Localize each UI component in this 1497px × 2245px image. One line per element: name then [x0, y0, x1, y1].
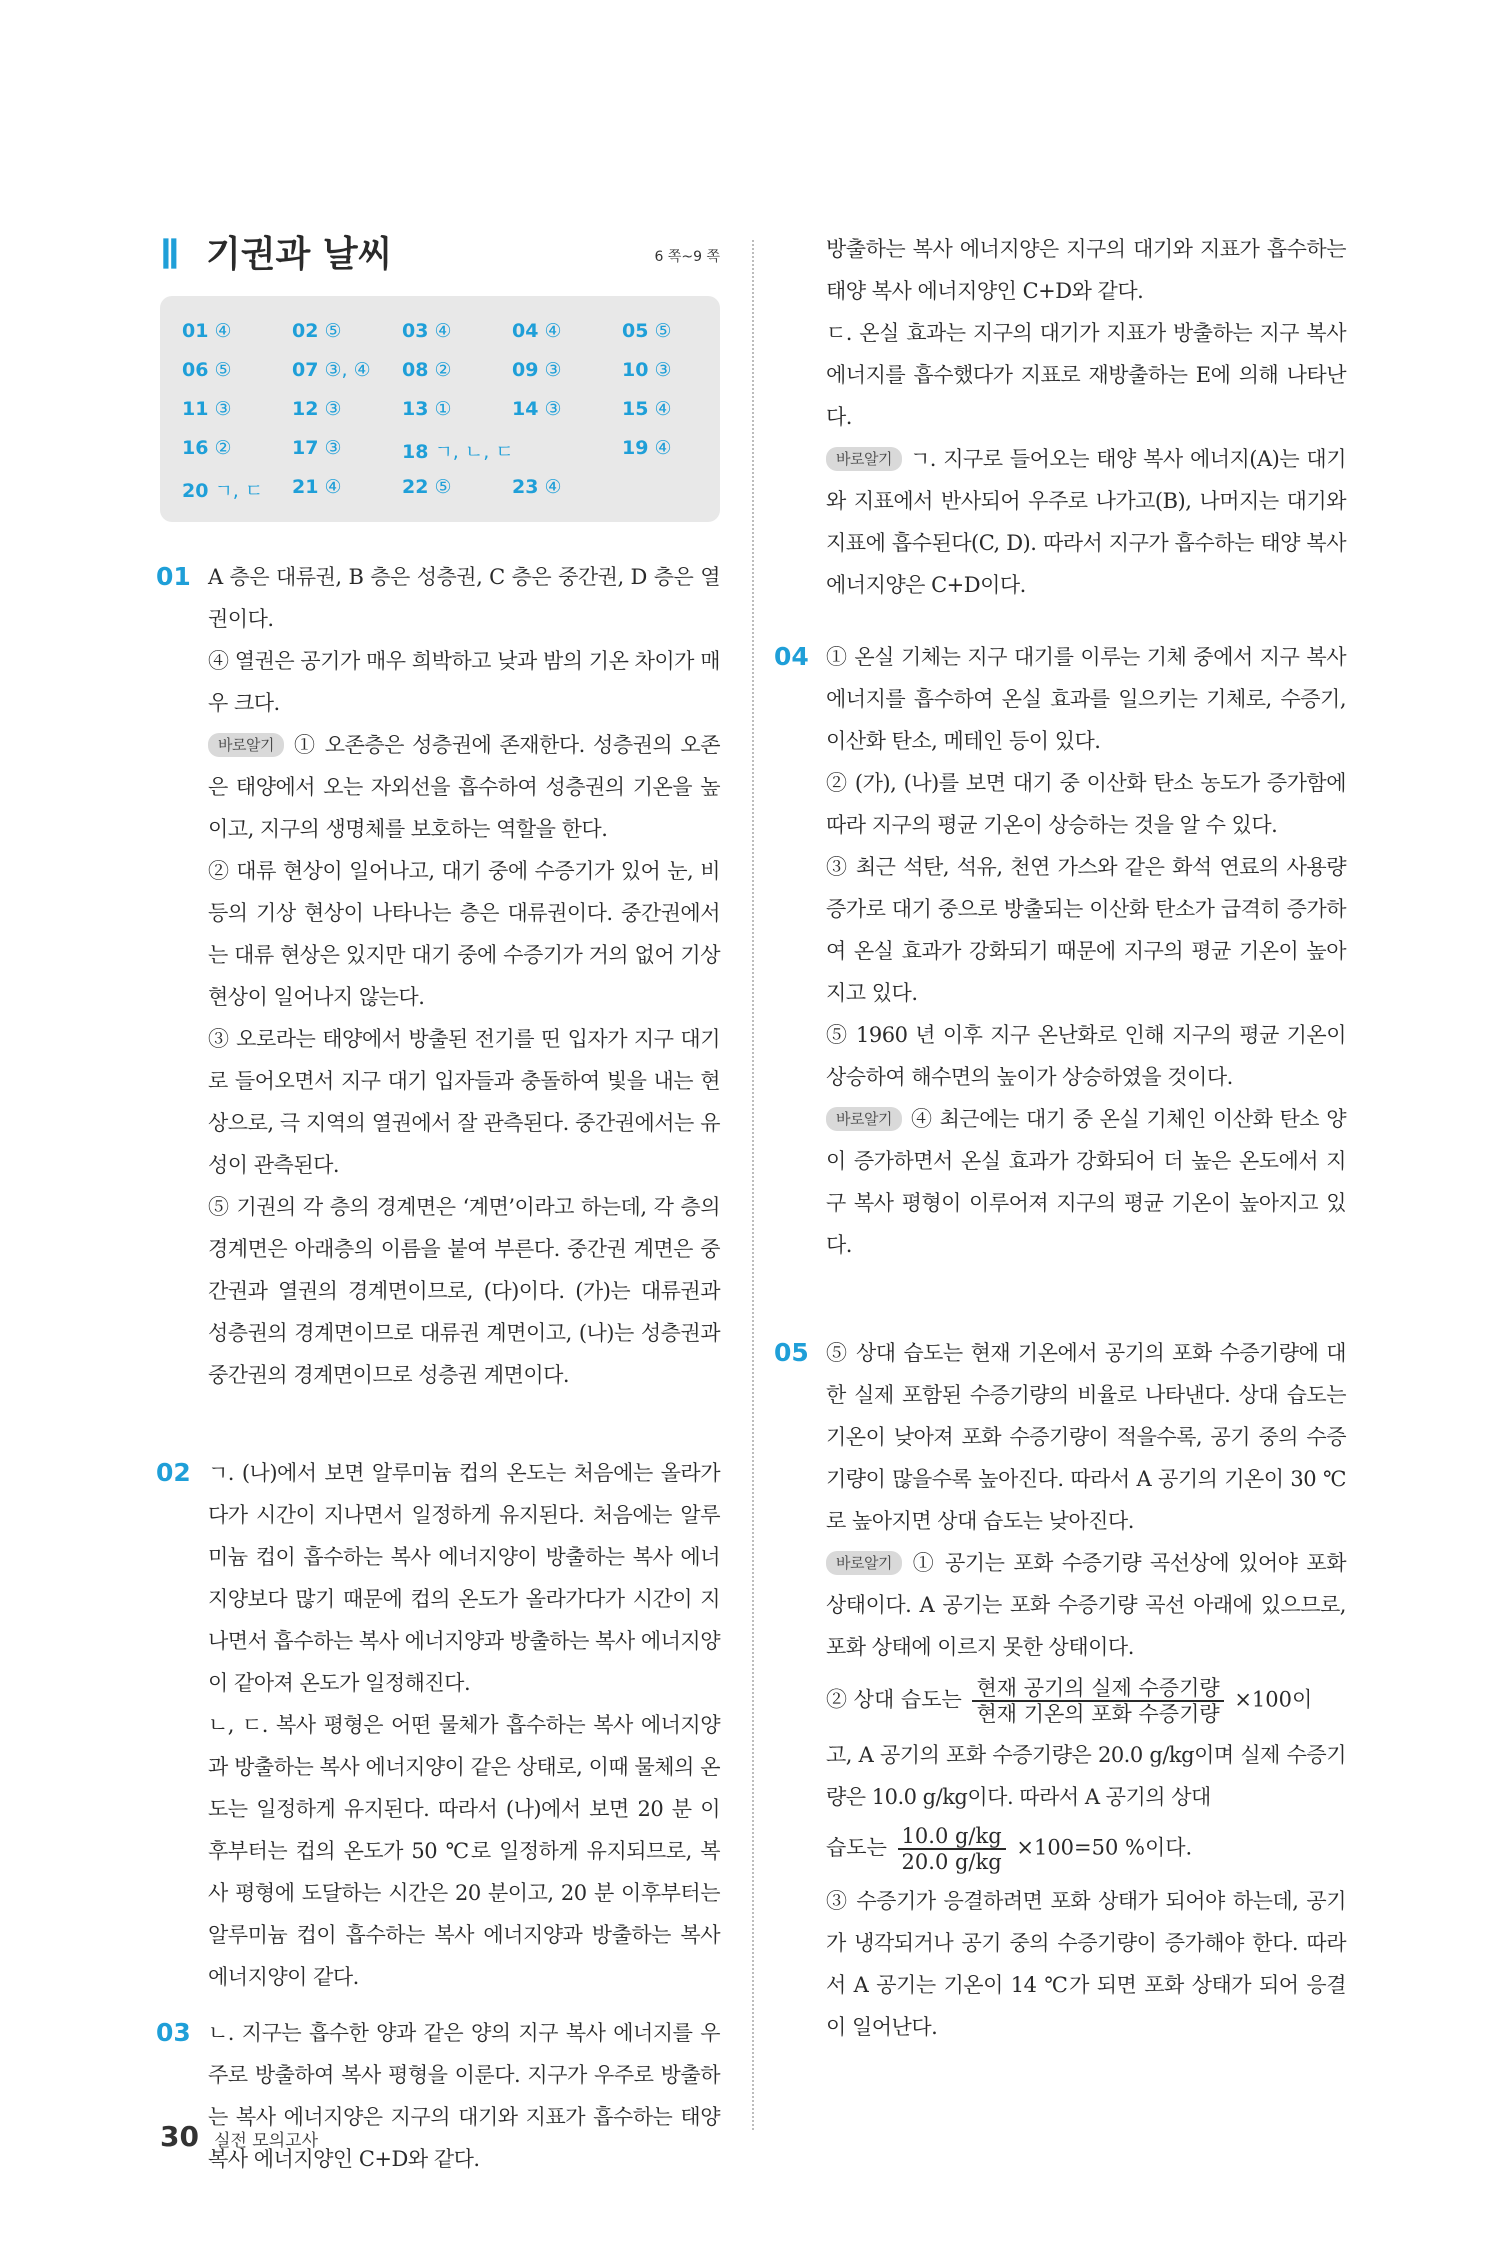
formula-label: 습도는 [826, 1835, 887, 1860]
answer-item: 07 ③, ④ [292, 359, 371, 381]
explanation-text: ② 대류 현상이 일어나고, 대기 중에 수증기가 있어 눈, 비 등의 기상 현상이 나타나는 층은 대류권이다. 중간권에서는 대류 현상은 있지만 대기 중에 수증기가 거의 없어 기상 현상이 일어나지 않는다. [208, 859, 720, 1009]
answer-item: 20 ㄱ, ㄷ [182, 480, 264, 502]
question-number: 01 [156, 562, 191, 591]
explanation-text: ⑤ 기권의 각 층의 경계면은 ‘계면’이라고 하는데, 각 층의 경계면은 아래층의 이름을 붙여 부른다. 중간권 계면은 중간권과 열권의 경계면이므로, (다)이다. (가)는 대류권과 성층권의 경계면이므로 대류권 계면이고, (나)는 성층권과 중간권의 경계면이므로 성층권 계면이다. [208, 1195, 720, 1387]
answer-item: 02 ⑤ [292, 320, 342, 342]
fraction [972, 1676, 1223, 1726]
answer-item: 21 ④ [292, 476, 342, 498]
column-divider [752, 240, 754, 2130]
page-footer [160, 2120, 318, 2153]
answer-item: 14 ③ [512, 398, 562, 420]
answer-item: 23 ④ [512, 476, 562, 498]
answer-item: 19 ④ [622, 437, 672, 459]
explanation-text: A 층은 대류권, B 층은 성층권, C 층은 중간권, D 층은 열권이다. [208, 565, 720, 631]
question-number: 04 [774, 642, 809, 671]
fraction-numerator: 현재 공기의 실제 수증기량 [972, 1676, 1223, 1702]
answer-item: 05 ⑤ [622, 320, 672, 342]
section-number: Ⅱ [160, 232, 180, 277]
q03-continued-text: 방출하는 복사 에너지양은 지구의 대기와 지표가 흡수하는 태양 복사 에너지양인 C+D와 같다. [826, 237, 1346, 303]
correction-badge: 바로알기 [826, 447, 902, 471]
answer-item: 08 ② [402, 359, 452, 381]
formula-calculation [826, 1824, 1346, 1874]
formula-relative-humidity [826, 1676, 1346, 1726]
fraction-denominator: 20.0 g/kg [901, 1850, 1002, 1874]
explanation-text: ⑤ 1960 년 이후 지구 온난화로 인해 지구의 평균 기온이 상승하여 해수면의 높이가 상승하였을 것이다. [826, 1023, 1346, 1089]
correction-badge: 바로알기 [208, 733, 284, 757]
question-number: 03 [156, 2018, 191, 2047]
explanation-text: ㄴ, ㄷ. 복사 평형은 어떤 물체가 흡수하는 복사 에너지양과 방출하는 복사 에너지양이 같은 상태로, 이때 물체의 온도는 일정하게 유지된다. 따라서 (나)에서 보면 20 분 이후부터는 컵의 온도가 50 ℃로 일정하게 유지되므로, 복사 평형에 도달하는 시간은 20 분이고, 20 분 이후부터는 알루미늄 컵이 흡수하는 복사 에너지양과 방출하는 복사 에너지양이 같다. [208, 1713, 720, 1989]
answer-item: 17 ③ [292, 437, 342, 459]
book-title: 실전 모의고사 [214, 2131, 318, 2151]
explanation-01 [156, 556, 720, 1396]
answer-item: 22 ⑤ [402, 476, 452, 498]
answer-item: 10 ③ [622, 359, 672, 381]
answer-item: 03 ④ [402, 320, 452, 342]
explanation-text: ㄱ. (나)에서 보면 알루미늄 컵의 온도는 처음에는 올라가다가 시간이 지나면서 일정하게 유지된다. 처음에는 알루미늄 컵이 흡수하는 복사 에너지양이 방출하는 복사 에너지양보다 많기 때문에 컵의 온도가 올라가다가 시간이 지나면서 흡수하는 복사 에너지양과 방출하는 복사 에너지양이 같아져 온도가 일정해진다. [208, 1461, 720, 1695]
page-range: 6 쪽~9 쪽 [654, 249, 720, 265]
answer-item: 01 ④ [182, 320, 232, 342]
answer-key-box [160, 296, 720, 522]
question-number: 02 [156, 1458, 191, 1487]
answer-item: 06 ⑤ [182, 359, 232, 381]
answer-item: 04 ④ [512, 320, 562, 342]
fraction-numerator: 10.0 g/kg [898, 1824, 1006, 1850]
answer-item: 11 ③ [182, 398, 232, 420]
explanation-03-continued [826, 228, 1346, 606]
question-number: 05 [774, 1338, 809, 1367]
correction-badge: 바로알기 [826, 1551, 902, 1575]
explanation-text: ① 온실 기체는 지구 대기를 이루는 기체 중에서 지구 복사 에너지를 흡수하여 온실 효과를 일으키는 기체로, 수증기, 이산화 탄소, 메테인 등이 있다. [826, 645, 1346, 753]
fraction [898, 1824, 1006, 1874]
correction-text: 바로알기 ① 공기는 포화 수증기량 곡선상에 있어야 포화 상태이다. A 공기는 포화 수증기량 곡선 아래에 있으므로, 포화 상태에 이르지 못한 상태이다. [826, 1551, 1346, 1659]
formula-suffix: ×100=50 %이다. [1016, 1835, 1193, 1860]
answer-item: 18 ㄱ, ㄴ, ㄷ [402, 441, 514, 463]
explanation-text: ③ 오로라는 태양에서 방출된 전기를 띤 입자가 지구 대기로 들어오면서 지구 대기 입자들과 충돌하여 빛을 내는 현상으로, 극 지역의 열권에서 잘 관측된다. 중간권에서는 유성이 관측된다. [208, 1027, 720, 1177]
answer-item: 16 ② [182, 437, 232, 459]
explanation-text: ⑤ 상대 습도는 현재 기온에서 공기의 포화 수증기량에 대한 실제 포함된 수증기량의 비율로 나타낸다. 상대 습도는 기온이 낮아져 포화 수증기량이 적을수록, 공기 중의 수증기량이 많을수록 높아진다. 따라서 A 공기의 기온이 30 ℃로 높아지면 상대 습도는 낮아진다. [826, 1341, 1346, 1533]
explanation-text: 고, A 공기의 포화 수증기량은 20.0 g/kg이며 실제 수증기량은 10.0 g/kg이다. 따라서 A 공기의 상대 [826, 1743, 1346, 1809]
explanation-text: ④ 열권은 공기가 매우 희박하고 낮과 밤의 기온 차이가 매우 크다. [208, 649, 720, 715]
correction-text: 바로알기 ① 오존층은 성층권에 존재한다. 성층권의 오존은 태양에서 오는 자외선을 흡수하여 성층권의 기온을 높이고, 지구의 생명체를 보호하는 역할을 한다. [208, 733, 720, 841]
page-number: 30 [160, 2120, 199, 2153]
formula-label: ② 상대 습도는 [826, 1687, 962, 1712]
correction-text: 바로알기 ㄱ. 지구로 들어오는 태양 복사 에너지(A)는 대기와 지표에서 반사되어 우주로 나가고(B), 나머지는 대기와 지표에 흡수된다(C, D). 따라서 지구가 흡수하는 태양 복사 에너지양은 C+D이다. [826, 447, 1346, 597]
explanation-text: ③ 수증기가 응결하려면 포화 상태가 되어야 하는데, 공기가 냉각되거나 공기 중의 수증기량이 증가해야 한다. 따라서 A 공기는 기온이 14 ℃가 되면 포화 상태가 되어 응결이 일어난다. [826, 1889, 1346, 2039]
answer-item: 15 ④ [622, 398, 672, 420]
explanation-text: ③ 최근 석탄, 석유, 천연 가스와 같은 화석 연료의 사용량 증가로 대기 중으로 방출되는 이산화 탄소가 급격히 증가하여 온실 효과가 강화되기 때문에 지구의 평균 기온이 높아지고 있다. [826, 855, 1346, 1005]
correction-text: 바로알기 ④ 최근에는 대기 중 온실 기체인 이산화 탄소 양이 증가하면서 온실 효과가 강화되어 더 높은 온도에서 지구 복사 평형이 이루어져 지구의 평균 기온이 높아지고 있다. [826, 1107, 1346, 1257]
answer-item: 09 ③ [512, 359, 562, 381]
explanation-04 [774, 636, 1346, 1266]
explanation-text: ㄴ. 지구는 흡수한 양과 같은 양의 지구 복사 에너지를 우주로 방출하여 복사 평형을 이룬다. 지구가 우주로 방출하는 복사 에너지양은 지구의 대기와 지표가 흡수하는 태양 복사 에너지양인 C+D와 같다. [208, 2021, 720, 2171]
correction-badge: 바로알기 [826, 1107, 902, 1131]
explanation-02 [156, 1452, 720, 1998]
answer-item: 12 ③ [292, 398, 342, 420]
explanation-05 [774, 1332, 1346, 2048]
answer-item: 13 ① [402, 398, 452, 420]
section-title: 기권과 날씨 [206, 234, 393, 275]
section-header [160, 230, 720, 280]
explanation-text: ② (가), (나)를 보면 대기 중 이산화 탄소 농도가 증가함에 따라 지구의 평균 기온이 상승하는 것을 알 수 있다. [826, 771, 1346, 837]
formula-suffix: ×100이 [1234, 1687, 1313, 1712]
fraction-denominator: 현재 기온의 포화 수증기량 [976, 1702, 1220, 1726]
explanation-text [826, 228, 1346, 312]
explanation-text: ㄷ. 온실 효과는 지구의 대기가 지표가 방출하는 지구 복사 에너지를 흡수했다가 지표로 재방출하는 E에 의해 나타난다. [826, 321, 1346, 429]
